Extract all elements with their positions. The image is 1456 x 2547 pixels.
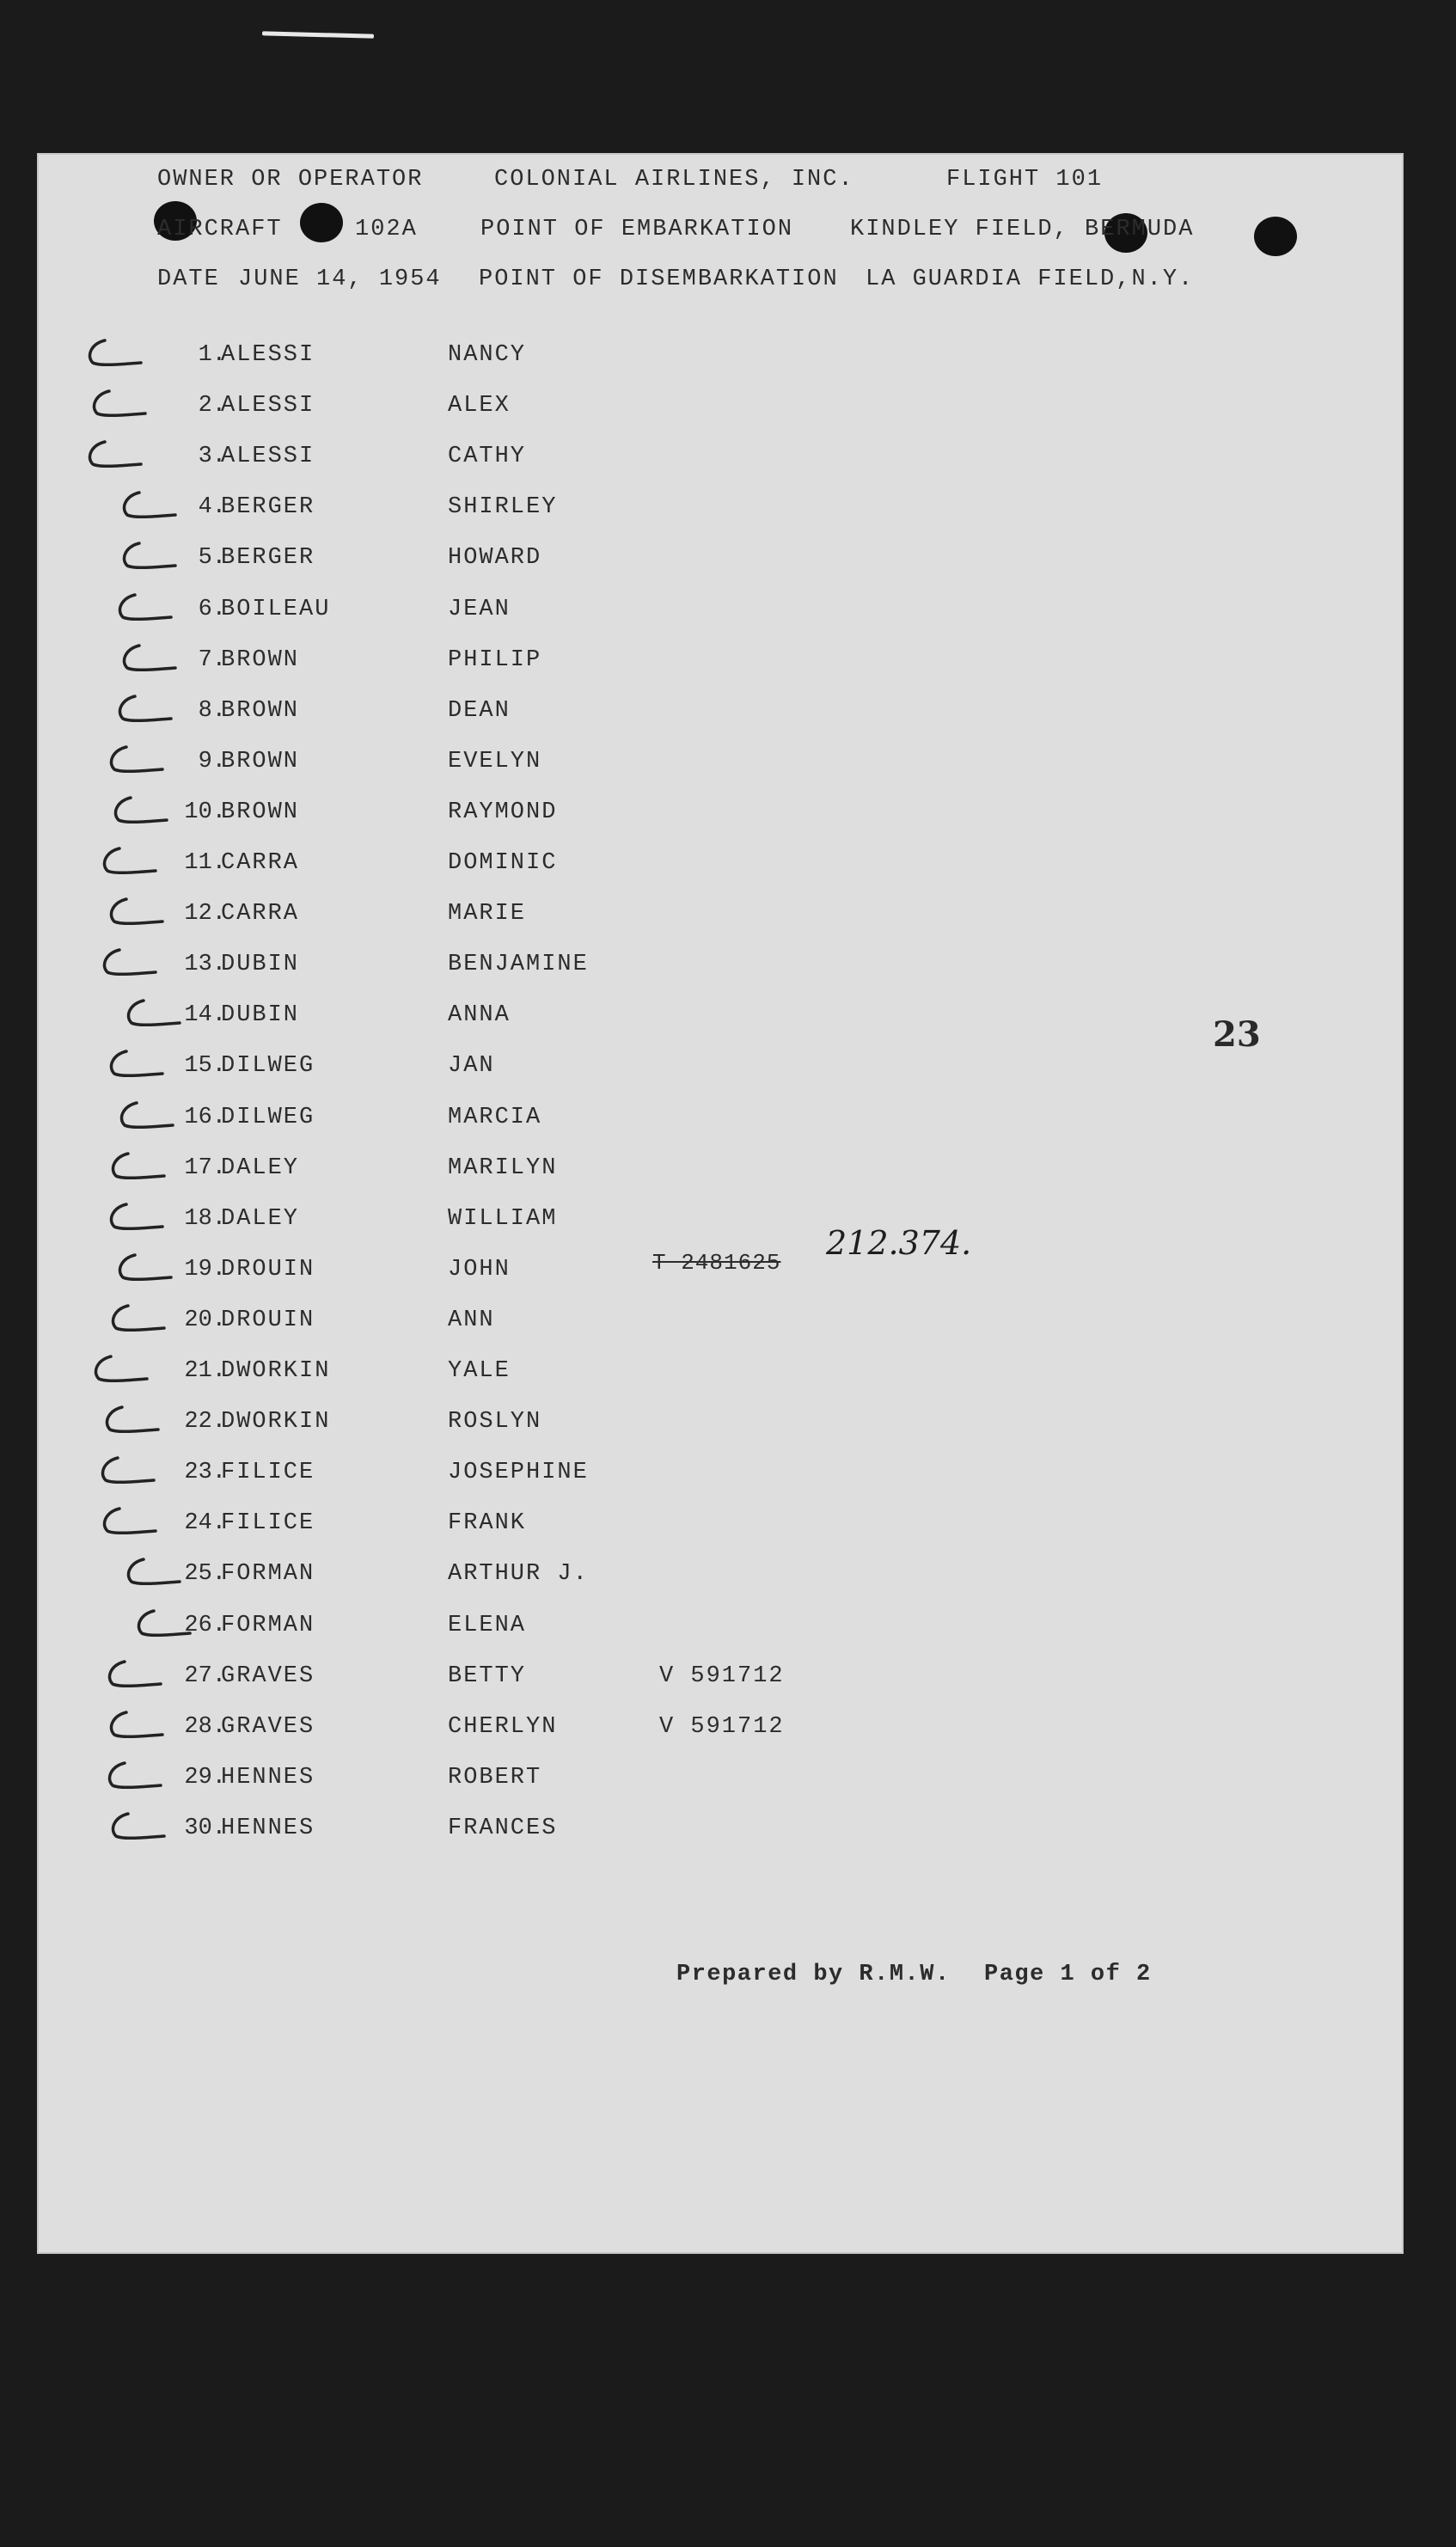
passenger-number: 18. xyxy=(184,1206,226,1232)
passenger-number: 24. xyxy=(184,1510,226,1536)
passenger-number: 28. xyxy=(184,1714,226,1740)
passenger-first-name: YALE xyxy=(448,1358,511,1384)
aircraft-label: AIRCRAFT xyxy=(157,217,283,242)
passenger-number: 16. xyxy=(184,1105,226,1130)
embarkation-value: KINDLEY FIELD, BERMUDA xyxy=(850,217,1195,242)
passenger-document-number: V 591712 xyxy=(659,1663,785,1689)
passenger-number: 15. xyxy=(184,1053,226,1079)
page-indicator: Page 1 of 2 xyxy=(984,1962,1152,1987)
passenger-number: 10. xyxy=(184,799,226,825)
struck-document-number: T 2481625 xyxy=(652,1250,781,1276)
passenger-last-name: DUBIN xyxy=(221,952,300,977)
passenger-first-name: JOHN xyxy=(448,1257,511,1283)
passenger-number: 29. xyxy=(184,1765,226,1791)
passenger-last-name: ALESSI xyxy=(221,342,315,368)
passenger-last-name: FORMAN xyxy=(221,1561,315,1587)
passenger-last-name: CARRA xyxy=(221,901,300,927)
passenger-last-name: FILICE xyxy=(221,1460,315,1485)
passenger-first-name: RAYMOND xyxy=(448,799,558,825)
passenger-last-name: BROWN xyxy=(221,749,300,775)
passenger-first-name: JAN xyxy=(448,1053,495,1079)
scan-edge-mark xyxy=(262,31,374,38)
passenger-last-name: BROWN xyxy=(221,799,300,825)
passenger-first-name: MARCIA xyxy=(448,1105,542,1130)
check-mark-icon xyxy=(84,337,144,371)
passenger-last-name: BOILEAU xyxy=(221,597,331,622)
passenger-first-name: WILLIAM xyxy=(448,1206,558,1232)
passenger-number: 21. xyxy=(184,1358,226,1384)
passenger-number: 30. xyxy=(184,1815,226,1841)
passenger-last-name: HENNES xyxy=(221,1815,315,1841)
passenger-first-name: ANN xyxy=(448,1307,495,1333)
passenger-number: 17. xyxy=(184,1155,226,1181)
punch-hole-4 xyxy=(1254,217,1297,256)
passenger-number: 13. xyxy=(184,952,226,977)
page-stamp-number: 23 xyxy=(1213,1014,1261,1055)
disembarkation-value: LA GUARDIA FIELD,N.Y. xyxy=(866,266,1195,292)
passenger-number: 2. xyxy=(198,393,226,419)
passenger-first-name: PHILIP xyxy=(448,647,542,673)
passenger-last-name: DALEY xyxy=(221,1155,300,1181)
passenger-first-name: MARIE xyxy=(448,901,527,927)
passenger-last-name: DROUIN xyxy=(221,1257,315,1283)
passenger-first-name: FRANK xyxy=(448,1510,527,1536)
passenger-first-name: DOMINIC xyxy=(448,850,558,876)
disembarkation-label: POINT OF DISEMBARKATION xyxy=(479,266,839,292)
passenger-number: 11. xyxy=(184,850,226,876)
passenger-last-name: GRAVES xyxy=(221,1714,315,1740)
date-label: DATE xyxy=(157,266,220,292)
date-value: JUNE 14, 1954 xyxy=(238,266,442,292)
passenger-first-name: JOSEPHINE xyxy=(448,1460,589,1485)
passenger-first-name: CHERLYN xyxy=(448,1714,558,1740)
passenger-first-name: MARILYN xyxy=(448,1155,558,1181)
manifest-page xyxy=(37,153,1404,2254)
passenger-last-name: ALESSI xyxy=(221,444,315,469)
passenger-document-number: V 591712 xyxy=(659,1714,785,1740)
passenger-number: 5. xyxy=(198,545,226,571)
passenger-first-name: HOWARD xyxy=(448,545,542,571)
passenger-number: 22. xyxy=(184,1409,226,1435)
passenger-first-name: BETTY xyxy=(448,1663,527,1689)
aircraft-value: 102A xyxy=(355,217,418,242)
passenger-last-name: DWORKIN xyxy=(221,1409,331,1435)
flight-number: FLIGHT 101 xyxy=(946,167,1104,193)
embarkation-label: POINT OF EMBARKATION xyxy=(480,217,794,242)
passenger-number: 4. xyxy=(198,494,226,520)
passenger-number: 26. xyxy=(184,1613,226,1638)
passenger-number: 27. xyxy=(184,1663,226,1689)
passenger-last-name: DWORKIN xyxy=(221,1358,331,1384)
punch-hole-2 xyxy=(300,203,343,242)
passenger-number: 20. xyxy=(184,1307,226,1333)
passenger-number: 12. xyxy=(184,901,226,927)
passenger-first-name: EVELYN xyxy=(448,749,542,775)
passenger-last-name: ALESSI xyxy=(221,393,315,419)
owner-value: COLONIAL AIRLINES, INC. xyxy=(494,167,854,193)
passenger-last-name: DILWEG xyxy=(221,1105,315,1130)
passenger-number: 6. xyxy=(198,597,226,622)
passenger-last-name: BROWN xyxy=(221,647,300,673)
passenger-number: 3. xyxy=(198,444,226,469)
passenger-last-name: BERGER xyxy=(221,545,315,571)
passenger-first-name: SHIRLEY xyxy=(448,494,558,520)
passenger-last-name: DALEY xyxy=(221,1206,300,1232)
passenger-first-name: BENJAMINE xyxy=(448,952,589,977)
check-mark-icon xyxy=(84,438,144,473)
passenger-first-name: ROSLYN xyxy=(448,1409,542,1435)
passenger-last-name: GRAVES xyxy=(221,1663,315,1689)
passenger-first-name: NANCY xyxy=(448,342,527,368)
passenger-first-name: ARTHUR J. xyxy=(448,1561,589,1587)
passenger-first-name: JEAN xyxy=(448,597,511,622)
passenger-number: 9. xyxy=(198,749,226,775)
passenger-first-name: ANNA xyxy=(448,1002,511,1028)
passenger-first-name: ELENA xyxy=(448,1613,527,1638)
passenger-number: 23. xyxy=(184,1460,226,1485)
passenger-number: 1. xyxy=(198,342,226,368)
passenger-first-name: ALEX xyxy=(448,393,511,419)
check-mark-icon xyxy=(90,1353,150,1387)
passenger-number: 25. xyxy=(184,1561,226,1587)
passenger-last-name: FORMAN xyxy=(221,1613,315,1638)
owner-label: OWNER OR OPERATOR xyxy=(157,167,424,193)
passenger-first-name: CATHY xyxy=(448,444,527,469)
prepared-by: Prepared by R.M.W. xyxy=(676,1962,951,1987)
check-mark-icon xyxy=(89,388,149,422)
passenger-last-name: BERGER xyxy=(221,494,315,520)
passenger-first-name: ROBERT xyxy=(448,1765,542,1791)
passenger-first-name: DEAN xyxy=(448,698,511,724)
passenger-last-name: DROUIN xyxy=(221,1307,315,1333)
passenger-last-name: FILICE xyxy=(221,1510,315,1536)
passenger-last-name: BROWN xyxy=(221,698,300,724)
passenger-last-name: CARRA xyxy=(221,850,300,876)
passenger-last-name: DUBIN xyxy=(221,1002,300,1028)
passenger-number: 7. xyxy=(198,647,226,673)
handwritten-note: 212.374. xyxy=(826,1224,972,1262)
passenger-first-name: FRANCES xyxy=(448,1815,558,1841)
passenger-last-name: DILWEG xyxy=(221,1053,315,1079)
passenger-number: 14. xyxy=(184,1002,226,1028)
passenger-last-name: HENNES xyxy=(221,1765,315,1791)
passenger-number: 8. xyxy=(198,698,226,724)
passenger-number: 19. xyxy=(184,1257,226,1283)
